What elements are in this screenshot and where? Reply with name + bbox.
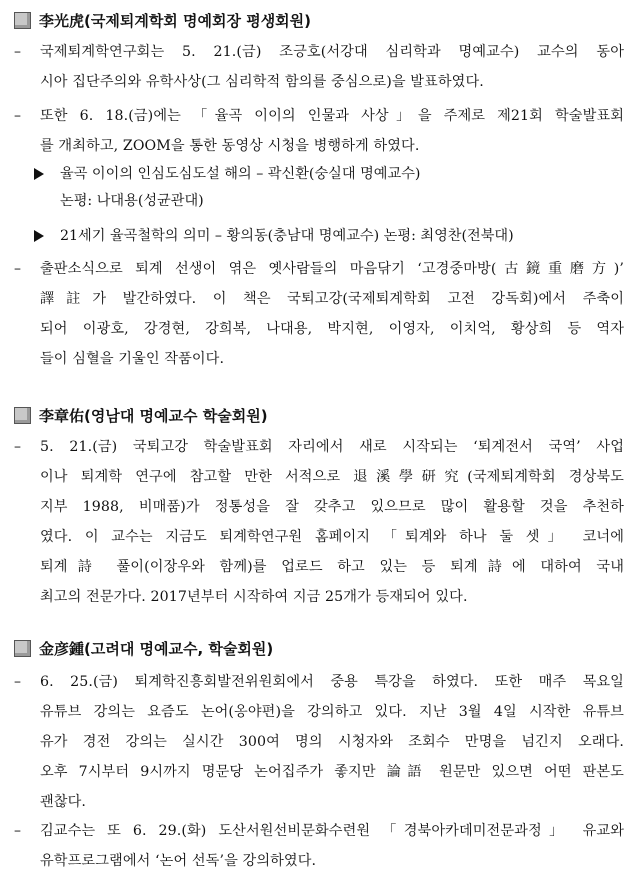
paragraph-item [14,816,624,876]
text-line: 이나 퇴계학 연구에 참고할 만한 서적으로 退溪學研究(국제퇴계학회 경상북도 [40,469,624,485]
square-bullet-icon [14,407,31,424]
sub-item-text: 논평: 나대용(성균관대) [60,193,204,209]
section-heading-3 [14,636,273,660]
paragraph-item [14,37,624,97]
dash-bullet: – [14,44,21,60]
paragraph-item [14,101,624,161]
text-line: 였다. 이 교수는 지금도 퇴계학연구원 홈페이지 「퇴계와 하나 둘 셋」 코너에 [40,529,624,545]
section-heading-1 [14,8,311,32]
text-line: 또한 6. 18.(금)에는 「율곡 이이의 인물과 사상」을 주제로 제21회 학술발표회 [40,108,624,124]
text-line: 를 개최하고, ZOOM을 통한 동영상 시청을 병행하게 하였다. [40,138,420,154]
section-title: 金彦鍾(고려대 명예교수, 학술회원) [39,639,274,658]
text-line: 괜찮다. [40,794,87,810]
text-line: 출판소식으로 퇴계 선생이 엮은 옛사람들의 마음닦기 ‘고경중마방(古鏡重磨方)’ [40,261,624,277]
dash-bullet: – [14,108,21,124]
paragraph-text [40,254,624,374]
dash-bullet: – [14,439,21,455]
triangle-bullet-icon [34,168,44,180]
paragraph-item [14,667,624,817]
section-title: 李光虎(국제퇴계학회 명예회장 평생회원) [39,11,312,30]
text-line: 되어 이광호, 강경현, 강희복, 나대용, 박지현, 이영자, 이치억, 황상희 등 역자 [40,321,624,337]
text-line: 유학프로그램에서 ‘논어 선독’을 강의하였다. [40,853,317,869]
section-heading-2 [14,403,268,427]
text-line: 국제퇴계학연구회는 5. 21.(금) 조긍호(서강대 심리학과 명예교수) 교수의 동아 [40,44,624,60]
paragraph-text [40,101,624,161]
square-bullet-icon [14,640,31,657]
paragraph-item [14,254,624,374]
text-line: 유가 경전 강의는 실시간 300여 명의 시청자와 조회수 만명을 넘긴지 오래다. [40,734,624,750]
text-line: 6. 25.(금) 퇴계학진흥회발전위원회에서 중용 특강을 하였다. 또한 매주 목요일 [40,674,624,690]
sub-item-text: 21세기 율곡철학의 의미 – 황의동(충남대 명예교수) 논평: 최영찬(전북대) [60,228,514,244]
text-line: 오후 7시부터 9시까지 명문당 논어집주가 좋지만 論語 원문만 있으면 어떤 판본도 [40,764,624,780]
dash-bullet: – [14,823,21,839]
sub-item-group [14,159,624,244]
dash-bullet: – [14,674,21,690]
text-line: 지부 1988, 비매품)가 정통성을 잘 갖추고 있으므로 많이 활용할 것을 추천하 [40,499,624,515]
text-line: 들이 심혈을 기울인 작품이다. [40,351,225,367]
text-line: 시아 집단주의와 유학사상(그 심리학적 함의를 중심으로)을 발표하였다. [40,74,484,90]
paragraph-item [14,432,624,612]
triangle-bullet-icon [34,230,44,242]
text-line: 퇴계詩 풀이(이장우와 함께)를 업로드 하고 있는 등 퇴계詩에 대하여 국내 [40,559,624,575]
paragraph-text [40,432,624,612]
section-title: 李章佑(영남대 명예교수 학술회원) [39,406,268,425]
paragraph-text [40,667,624,817]
square-bullet-icon [14,12,31,29]
text-line: 譯註가 발간하였다. 이 책은 국퇴고강(국제퇴계학회 고전 강독회)에서 주축이 [40,291,624,307]
sub-item-text: 율곡 이이의 인심도심도설 해의 – 곽신환(숭실대 명예교수) [60,166,421,182]
dash-bullet: – [14,261,21,277]
text-line: 5. 21.(금) 국퇴고강 학술발표회 자리에서 새로 시작되는 ‘퇴계전서 국역’ 사업 [40,439,624,455]
text-line: 최고의 전문가다. 2017년부터 시작하여 지금 25개가 등재되어 있다. [40,589,468,605]
text-line: 유튜브 강의는 요즘도 논어(옹야편)을 강의하고 있다. 지난 3월 4일 시작한 유튜브 [40,704,624,720]
text-line: 김교수는 또 6. 29.(화) 도산서원선비문화수련원 「경북아카데미전문과정」 유교와 [40,823,624,839]
paragraph-text [40,37,624,97]
paragraph-text [40,816,624,876]
